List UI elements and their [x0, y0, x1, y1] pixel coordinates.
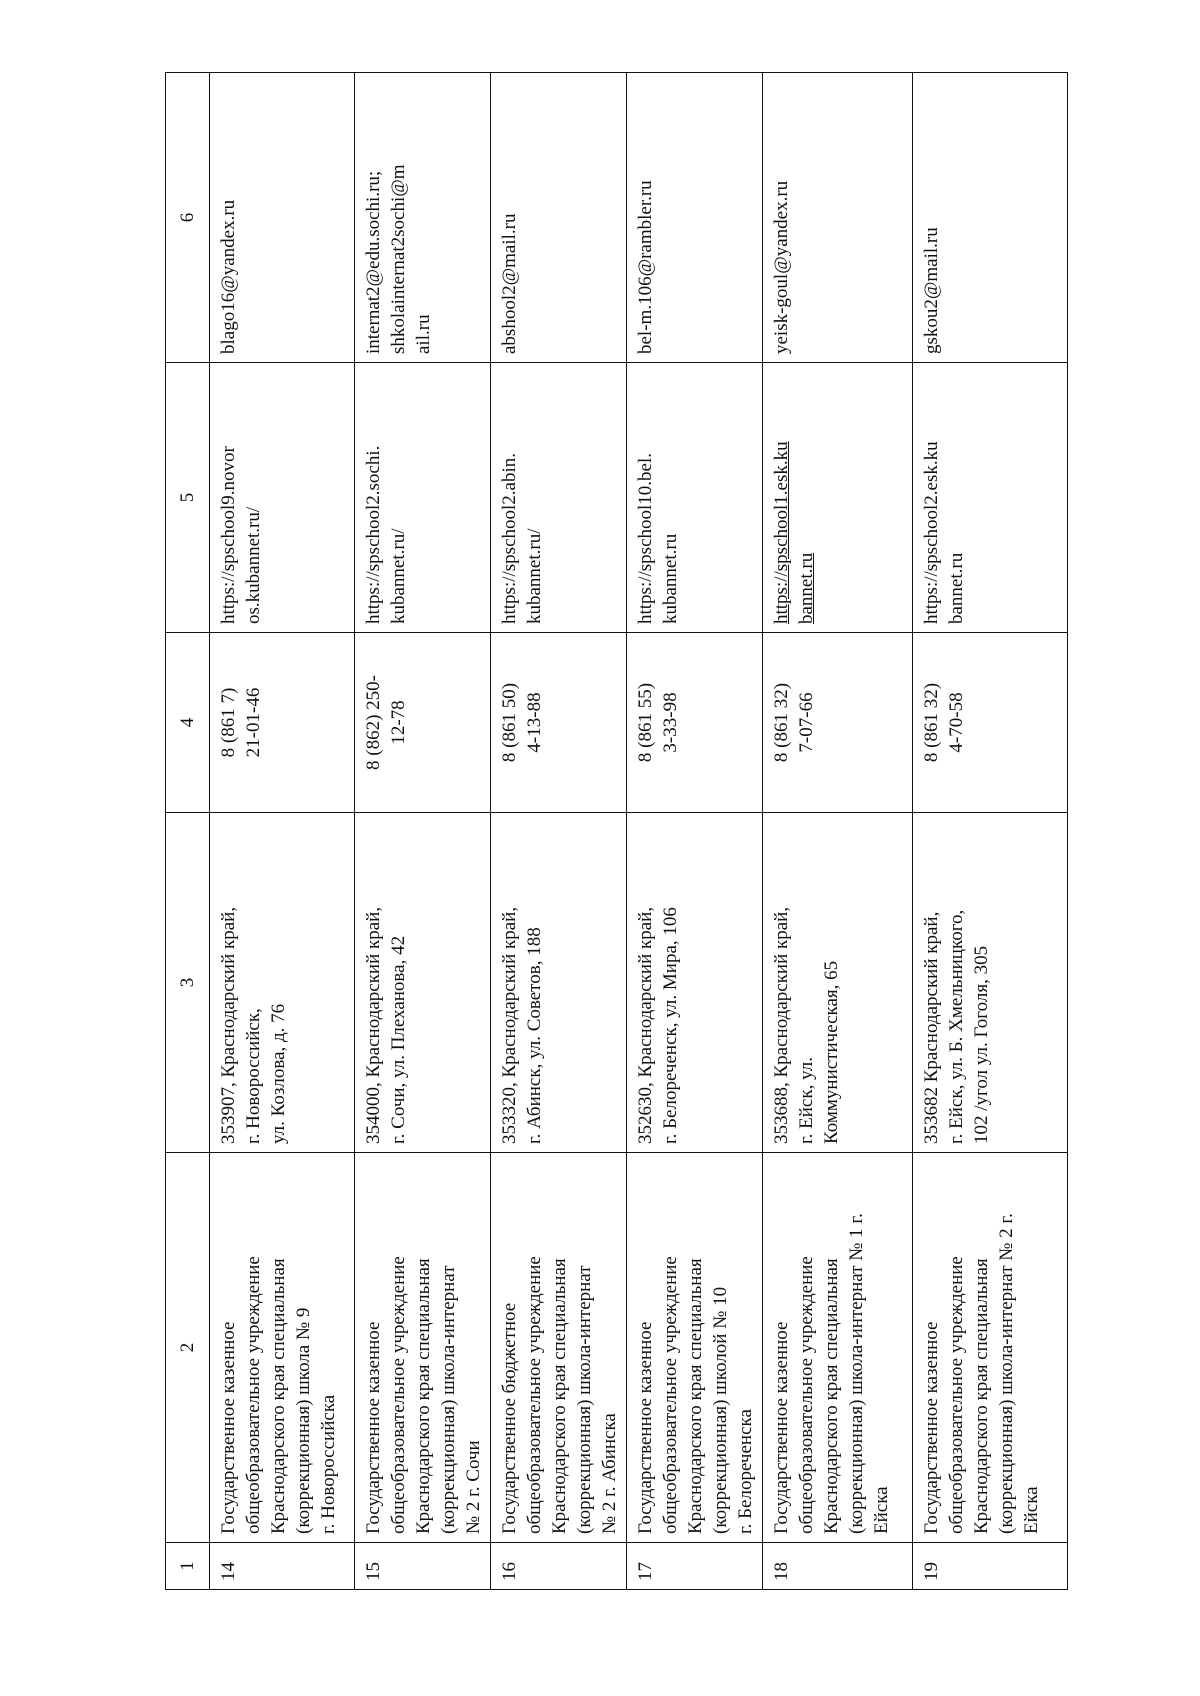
cell-address-line: 352630, Краснодарский край,	[635, 906, 656, 1144]
table-row	[491, 73, 627, 1590]
cell-name	[627, 1153, 763, 1543]
cell-address	[355, 813, 491, 1153]
cell-name-line: (коррекционная) школа № 9	[293, 1307, 314, 1534]
table-row	[210, 73, 355, 1590]
cell-site-line: kubannet.ru/	[524, 528, 545, 624]
cell-name-line: Государственное казенное	[771, 1321, 792, 1534]
cell-email-line: blago16@yandex.ru	[218, 199, 239, 354]
cell-name	[491, 1153, 627, 1543]
cell-name-line: № 2 г. Абинска	[599, 1413, 620, 1534]
cell-address-line: г. Белореченск, ул. Мира, 106	[660, 907, 681, 1144]
cell-phone-line: 8 (861 50)	[499, 682, 520, 763]
cell-address-line: 102 /угол ул. Гоголя, 305	[971, 945, 992, 1144]
cell-site	[627, 363, 763, 633]
cell-name-line: Краснодарского края специальная	[413, 1258, 434, 1534]
cell-phone	[763, 633, 913, 813]
cell-address-line: ул. Козлова, д. 76	[268, 1003, 289, 1144]
schools-table	[165, 72, 1068, 1590]
cell-name-line: общеобразовательное учреждение	[946, 1256, 967, 1534]
cell-name-line: г. Белореченска	[735, 1409, 756, 1534]
cell-address-line: 353320, Краснодарский край,	[499, 906, 520, 1144]
cell-phone	[913, 633, 1068, 813]
table-row	[627, 73, 763, 1590]
cell-address-line: 353907, Краснодарский край,	[218, 906, 239, 1144]
cell-number: 14	[210, 1543, 355, 1590]
cell-name-line: Краснодарского края специальная	[268, 1258, 289, 1534]
header-row	[166, 73, 210, 1590]
cell-email-line: internat2@edu.sochi.ru;	[363, 170, 384, 354]
cell-phone	[355, 633, 491, 813]
cell-site-line: bannet.ru	[796, 552, 817, 624]
cell-site-line: https://spschool1.esk.ku	[771, 441, 792, 624]
cell-site	[913, 363, 1068, 633]
cell-phone-line: 8 (861 32)	[921, 682, 942, 763]
cell-address	[763, 813, 913, 1153]
header-col-2: 2	[166, 1153, 210, 1543]
cell-name-line: Краснодарского края специальная	[685, 1258, 706, 1534]
cell-address	[913, 813, 1068, 1153]
cell-name-line: Ейска	[871, 1486, 892, 1534]
cell-number: 18	[763, 1543, 913, 1590]
cell-address-line: г. Новороссийск,	[243, 1008, 264, 1144]
cell-address-line: г. Абинск, ул. Советов, 188	[524, 927, 545, 1144]
cell-phone-line: 8 (861 7)	[218, 687, 239, 758]
cell-name-line: (коррекционная) школа-интернат № 2 г.	[996, 1213, 1017, 1534]
cell-address	[210, 813, 355, 1153]
table-row	[355, 73, 491, 1590]
cell-site-line: https://spschool2.esk.ku	[921, 441, 942, 624]
cell-site-line: https://spschool10.bel.	[635, 453, 656, 624]
header-col-5: 5	[166, 363, 210, 633]
cell-email	[627, 73, 763, 363]
cell-site-line: os.kubannet.ru/	[243, 506, 264, 624]
cell-name-line: Государственное казенное	[218, 1321, 239, 1534]
cell-phone	[210, 633, 355, 813]
cell-address	[491, 813, 627, 1153]
cell-name	[355, 1153, 491, 1543]
cell-email	[491, 73, 627, 363]
cell-site-line: bannet.ru	[946, 552, 967, 624]
cell-name-line: (коррекционная) школа-интернат	[574, 1265, 595, 1534]
cell-address-line: г. Сочи, ул. Плеханова, 42	[388, 935, 409, 1144]
cell-site	[491, 363, 627, 633]
cell-email-line: yeisk-goul@yandex.ru	[771, 180, 792, 354]
cell-address-line: 353688, Краснодарский край,	[771, 906, 792, 1144]
cell-site	[355, 363, 491, 633]
cell-email-line: abshool2@mail.ru	[499, 213, 520, 354]
cell-phone	[491, 633, 627, 813]
header-col-4: 4	[166, 633, 210, 813]
cell-phone-line: 7-07-66	[796, 692, 817, 753]
cell-number: 15	[355, 1543, 491, 1590]
cell-address	[627, 813, 763, 1153]
cell-name-line: Ейска	[1021, 1486, 1042, 1534]
cell-email	[355, 73, 491, 363]
cell-phone	[627, 633, 763, 813]
cell-email-line: shkolainternat2sochi@m	[388, 164, 409, 354]
rotated-table-wrapper	[165, 73, 1055, 1590]
cell-name-line: (коррекционная) школой № 10	[710, 1286, 731, 1534]
cell-site-line: https://spschool9.novor	[218, 446, 239, 624]
table-row	[913, 73, 1068, 1590]
header-col-1: 1	[166, 1543, 210, 1590]
table-body	[166, 73, 1068, 1590]
cell-name	[913, 1153, 1068, 1543]
cell-email-line: bel-m.106@rambler.ru	[635, 180, 656, 354]
cell-email	[210, 73, 355, 363]
table-row	[763, 73, 913, 1590]
cell-site-line: https://spschool2.abin.	[499, 453, 520, 624]
cell-name-line: (коррекционная) школа-интернат № 1 г.	[846, 1213, 867, 1534]
cell-name-line: Краснодарского края специальная	[549, 1258, 570, 1534]
cell-address-line: г. Ейск, ул.	[796, 1057, 817, 1144]
cell-email-line: ail.ru	[413, 314, 434, 354]
cell-name-line: Государственное казенное	[921, 1321, 942, 1534]
cell-email	[763, 73, 913, 363]
cell-phone-line: 3-33-98	[660, 692, 681, 753]
cell-address-line: 353682 Краснодарский край,	[921, 911, 942, 1144]
cell-site-line: kubannet.ru/	[388, 528, 409, 624]
cell-phone-line: 12-78	[388, 700, 409, 745]
cell-name-line: Краснодарского края специальная	[971, 1258, 992, 1534]
cell-name-line: общеобразовательное учреждение	[388, 1256, 409, 1534]
cell-name	[210, 1153, 355, 1543]
cell-number: 16	[491, 1543, 627, 1590]
cell-email	[913, 73, 1068, 363]
cell-phone-line: 8 (861 32)	[771, 682, 792, 763]
cell-name-line: общеобразовательное учреждение	[243, 1256, 264, 1534]
header-col-6: 6	[166, 73, 210, 363]
cell-name-line: № 2 г. Сочи	[463, 1440, 484, 1534]
cell-site	[763, 363, 913, 633]
cell-address-line: г. Ейск, ул. Б. Хмельницкого,	[946, 909, 967, 1144]
cell-site	[210, 363, 355, 633]
cell-name-line: общеобразовательное учреждение	[796, 1256, 817, 1534]
cell-name-line: Государственное казенное	[635, 1321, 656, 1534]
cell-phone-line: 4-13-88	[524, 692, 545, 753]
cell-name-line: (коррекционная) школа-интернат	[438, 1265, 459, 1534]
cell-name-line: Государственное казенное	[363, 1321, 384, 1534]
cell-email-line: gskou2@mail.ru	[921, 227, 942, 354]
cell-site-line: https://spschool2.sochi.	[363, 445, 384, 624]
cell-phone-line: 21-01-46	[243, 687, 264, 758]
header-col-3: 3	[166, 813, 210, 1153]
cell-number: 17	[627, 1543, 763, 1590]
cell-phone-line: 8 (861 55)	[635, 682, 656, 763]
cell-address-line: 354000, Краснодарский край,	[363, 906, 384, 1144]
cell-phone-line: 8 (862) 250-	[363, 675, 384, 770]
cell-name	[763, 1153, 913, 1543]
cell-name-line: Государственное бюджетное	[499, 1302, 520, 1534]
cell-address-line: Коммунистическая, 65	[821, 960, 842, 1144]
cell-number: 19	[913, 1543, 1068, 1590]
cell-name-line: общеобразовательное учреждение	[660, 1256, 681, 1534]
cell-name-line: общеобразовательное учреждение	[524, 1256, 545, 1534]
cell-site-line: kubannet.ru	[660, 533, 681, 624]
cell-name-line: Краснодарского края специальная	[821, 1258, 842, 1534]
cell-phone-line: 4-70-58	[946, 692, 967, 753]
cell-name-line: г. Новороссийска	[318, 1394, 339, 1534]
